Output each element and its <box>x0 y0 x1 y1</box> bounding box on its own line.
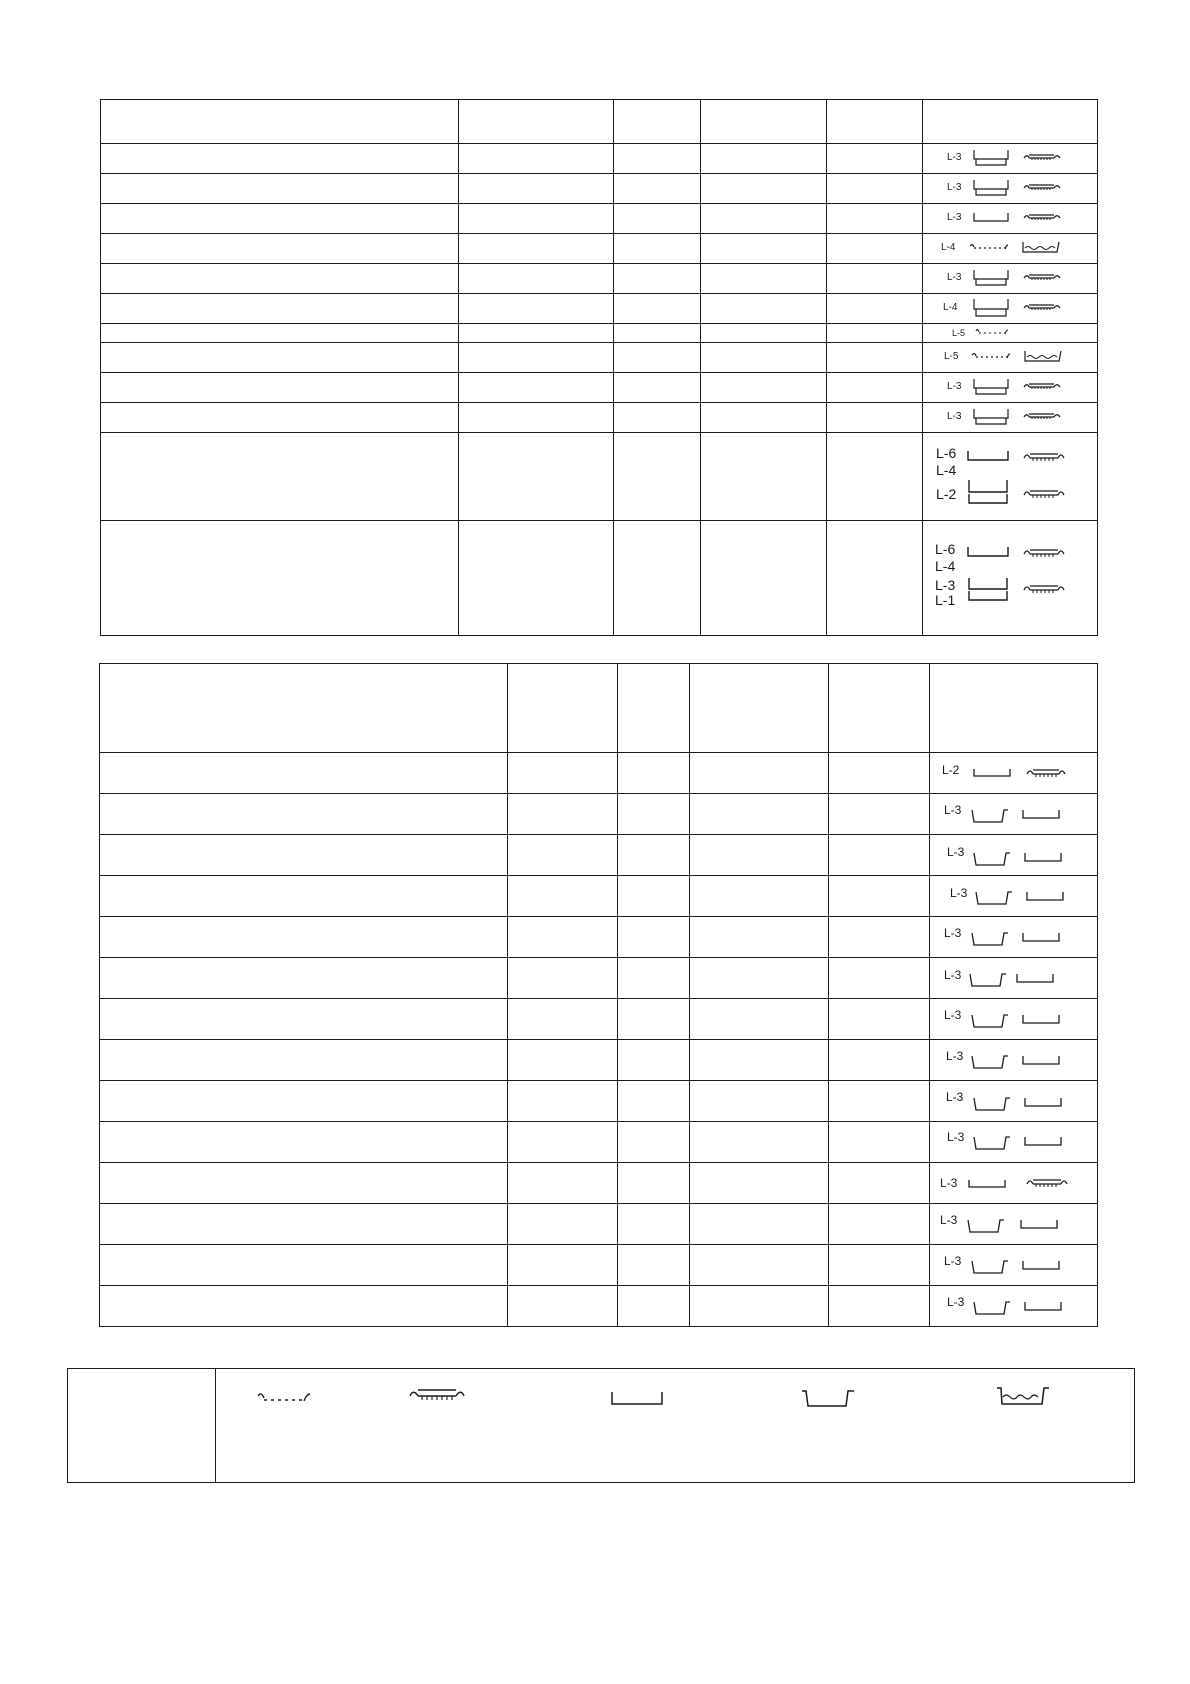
table-row <box>100 1040 1098 1081</box>
level-label: L-3 <box>947 845 965 859</box>
level-label: L-3 <box>947 381 962 392</box>
table-row <box>100 1286 1098 1327</box>
grill-rack-icon <box>1026 767 1066 779</box>
table-row <box>100 753 1098 794</box>
level-label: L-3 <box>940 1213 958 1227</box>
level-cell <box>923 264 1098 294</box>
flat-tray-icon <box>1024 1135 1064 1149</box>
double-tray-icon <box>973 407 1009 427</box>
flat-tray-icon <box>967 545 1009 559</box>
level-label: L-4 <box>936 462 957 478</box>
level-label: L-3 <box>944 968 962 982</box>
level-cell <box>923 343 1098 373</box>
grill-rack-icon <box>1023 583 1065 595</box>
cooking-table-2 <box>99 663 1098 1327</box>
water-tray-icon <box>996 1385 1050 1409</box>
grill-rack-icon <box>1023 547 1065 559</box>
level-cell <box>930 1122 1098 1163</box>
table-row <box>100 1081 1098 1122</box>
level-cell <box>930 1286 1098 1327</box>
double-tray-icon <box>973 178 1009 198</box>
level-label: L-2 <box>936 486 957 502</box>
table-row <box>101 204 1098 234</box>
table-row <box>101 373 1098 403</box>
table-row <box>100 876 1098 917</box>
table-row <box>100 999 1098 1040</box>
table-row <box>100 1204 1098 1245</box>
table-header-row <box>101 100 1098 144</box>
water-tray-icon <box>1021 239 1061 255</box>
flat-tray-icon <box>1024 1300 1064 1314</box>
table-row <box>101 144 1098 174</box>
deep-tray-icon <box>972 1094 1012 1114</box>
deep-tray-icon <box>970 929 1010 949</box>
level-label: L-3 <box>947 212 962 223</box>
table-row <box>101 234 1098 264</box>
level-label: L-3 <box>946 1090 964 1104</box>
level-label: L-6 <box>935 541 956 557</box>
level-label: L-3 <box>947 1130 965 1144</box>
double-tray-icon <box>967 478 1009 506</box>
deep-tray-icon <box>972 1133 1012 1153</box>
grill-rack-icon <box>1023 488 1065 500</box>
level-label: L-3 <box>947 152 962 163</box>
flat-tray-icon <box>973 767 1011 779</box>
deep-tray-icon <box>968 970 1008 990</box>
wire-shelf-icon <box>971 352 1011 360</box>
level-cell <box>923 433 1098 521</box>
table-row <box>100 1122 1098 1163</box>
level-label: L-3 <box>946 1049 964 1063</box>
double-tray-icon <box>967 576 1009 604</box>
deep-tray-icon <box>970 806 1010 826</box>
level-label: L-4 <box>935 558 956 574</box>
grill-rack-icon <box>1023 451 1065 463</box>
level-cell <box>930 999 1098 1040</box>
level-cell <box>923 324 1098 343</box>
level-label: L-3 <box>944 1008 962 1022</box>
level-label: L-3 <box>947 1295 965 1309</box>
grill-rack-icon <box>1023 182 1061 192</box>
table-row <box>101 174 1098 204</box>
deep-tray-icon <box>801 1387 855 1411</box>
flat-tray-icon <box>1020 1218 1060 1232</box>
flat-tray-icon <box>1024 1096 1064 1110</box>
legend-icons-cell <box>216 1369 1135 1483</box>
grill-rack-icon <box>1023 212 1061 222</box>
double-tray-icon <box>973 297 1009 319</box>
grill-rack-icon <box>1023 272 1061 282</box>
table-row <box>100 958 1098 999</box>
grill-rack-icon <box>409 1387 465 1403</box>
level-cell <box>930 1245 1098 1286</box>
grill-rack-icon <box>1023 381 1061 391</box>
grill-rack-icon <box>1023 411 1061 421</box>
level-cell <box>930 917 1098 958</box>
deep-tray-icon <box>970 1052 1010 1072</box>
table-row <box>101 294 1098 324</box>
table-row <box>100 1163 1098 1204</box>
flat-tray-icon <box>1022 931 1062 945</box>
level-cell <box>923 373 1098 403</box>
flat-tray-icon <box>973 211 1009 225</box>
flat-tray-icon <box>1022 1013 1062 1027</box>
level-label: L-3 <box>944 1254 962 1268</box>
flat-tray-icon <box>1022 808 1062 822</box>
table-header-row <box>100 664 1098 753</box>
flat-tray-icon <box>1022 1259 1062 1273</box>
legend-label-cell <box>68 1369 216 1483</box>
level-label: L-6 <box>936 445 957 461</box>
level-cell <box>930 794 1098 835</box>
legend-row <box>68 1369 1135 1483</box>
level-label: L-3 <box>947 272 962 283</box>
table-row <box>101 324 1098 343</box>
deep-tray-icon <box>972 849 1012 869</box>
table-row <box>100 794 1098 835</box>
table-row <box>101 264 1098 294</box>
level-cell <box>923 521 1098 636</box>
flat-tray-icon <box>968 1178 1008 1190</box>
level-cell <box>923 204 1098 234</box>
level-label: L-5 <box>944 351 959 362</box>
level-label: L-3 <box>947 411 962 422</box>
level-cell <box>930 1204 1098 1245</box>
grill-rack-icon <box>1023 152 1061 162</box>
level-label: L-3 <box>935 577 956 593</box>
deep-tray-icon <box>974 888 1014 908</box>
water-tray-icon <box>1023 348 1063 364</box>
level-cell <box>923 403 1098 433</box>
table-row <box>101 433 1098 521</box>
deep-tray-icon <box>972 1298 1012 1318</box>
level-label: L-3 <box>944 803 962 817</box>
flat-tray-icon <box>967 449 1009 463</box>
double-tray-icon <box>973 268 1009 288</box>
level-label: L-3 <box>950 886 968 900</box>
grill-rack-icon <box>1026 1177 1068 1189</box>
level-cell <box>923 144 1098 174</box>
wire-shelf-icon <box>969 243 1009 251</box>
level-label: L-3 <box>944 926 962 940</box>
level-cell <box>930 835 1098 876</box>
table-row <box>100 1245 1098 1286</box>
level-label: L-3 <box>940 1176 958 1190</box>
level-cell <box>930 1040 1098 1081</box>
double-tray-icon <box>973 148 1009 168</box>
level-label: L-4 <box>943 302 958 313</box>
level-cell <box>923 294 1098 324</box>
level-label: L-3 <box>947 182 962 193</box>
level-label: L-1 <box>935 592 956 608</box>
level-label: L-4 <box>941 242 956 253</box>
accessory-legend <box>67 1368 1135 1483</box>
level-cell <box>923 234 1098 264</box>
level-cell <box>930 958 1098 999</box>
level-cell <box>930 753 1098 794</box>
deep-tray-icon <box>970 1257 1010 1277</box>
level-cell <box>930 876 1098 917</box>
wire-shelf-icon <box>975 328 1009 336</box>
flat-tray-icon <box>1026 890 1066 904</box>
flat-tray-icon <box>1024 851 1064 865</box>
table-row <box>101 403 1098 433</box>
wire-shelf-icon <box>257 1391 311 1405</box>
flat-tray-icon <box>1016 972 1056 986</box>
table-row <box>101 521 1098 636</box>
level-cell <box>923 174 1098 204</box>
grill-rack-icon <box>1023 302 1061 312</box>
level-cell <box>930 1163 1098 1204</box>
level-cell <box>930 1081 1098 1122</box>
deep-tray-icon <box>966 1216 1006 1236</box>
table-row <box>100 835 1098 876</box>
flat-tray-icon <box>1022 1054 1062 1068</box>
level-label: L-2 <box>942 763 960 777</box>
cooking-table-1 <box>100 99 1098 636</box>
level-label: L-5 <box>952 328 966 338</box>
table-row <box>100 917 1098 958</box>
deep-tray-icon <box>970 1011 1010 1031</box>
double-tray-icon <box>973 377 1009 397</box>
table-row <box>101 343 1098 373</box>
flat-tray-icon <box>610 1389 664 1409</box>
